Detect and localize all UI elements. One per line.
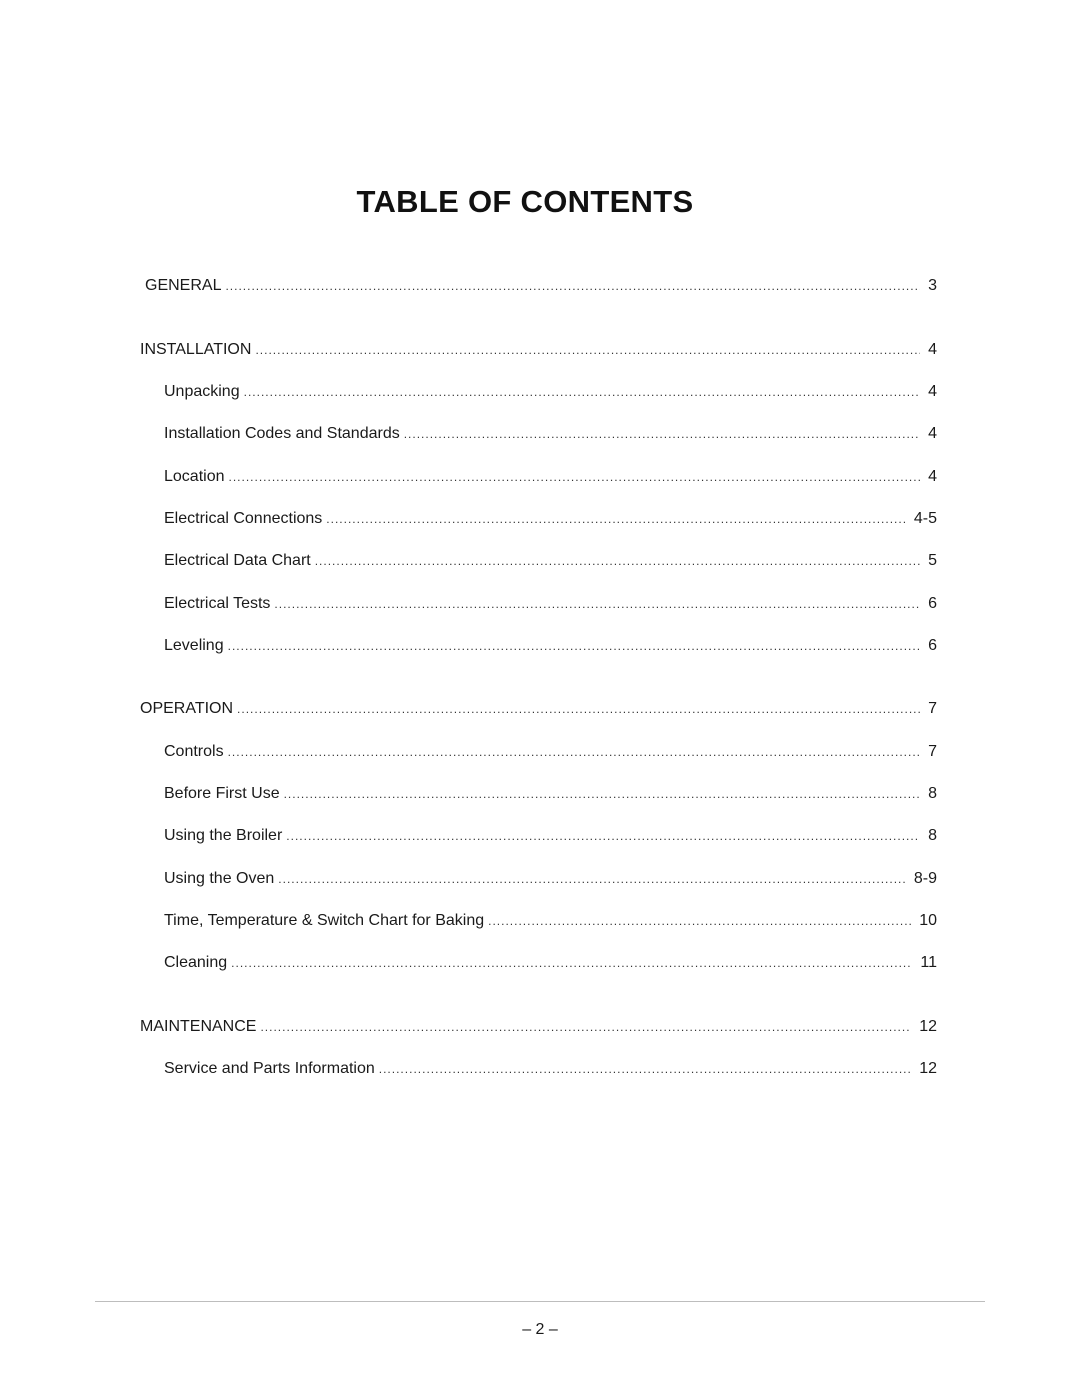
toc-entry-label: GENERAL: [145, 277, 222, 294]
toc-entry-page: 10: [919, 912, 937, 929]
toc-entry[interactable]: [164, 424, 937, 444]
toc-entry[interactable]: [164, 467, 937, 487]
toc-entry-page: 7: [928, 743, 937, 760]
dot-leader: [228, 636, 920, 656]
dot-leader: [274, 594, 920, 614]
dot-leader: [379, 1059, 911, 1079]
toc-entry-label: Using the Oven: [164, 870, 275, 887]
toc-entry-label: Controls: [164, 743, 224, 760]
dot-leader: [225, 276, 920, 296]
toc-entry-page: 4: [928, 425, 937, 442]
toc-entry-label: Before First Use: [164, 785, 280, 802]
toc-entry-label: Location: [164, 468, 225, 485]
toc-entry-label: Time, Temperature & Switch Chart for Baking: [164, 912, 485, 929]
toc-entry[interactable]: [164, 826, 937, 846]
toc-entry-label: Leveling: [164, 637, 224, 654]
dot-leader: [229, 467, 921, 487]
toc-entry-page: 4-5: [913, 510, 937, 527]
toc-entry-page: 8: [928, 827, 937, 844]
toc-entry-label: INSTALLATION: [140, 341, 252, 358]
toc-entry[interactable]: [140, 340, 937, 360]
toc-entry-page: 4: [928, 341, 937, 358]
dot-leader: [488, 911, 911, 931]
toc-entry-page: 3: [928, 277, 937, 294]
toc-entry-page: 11: [920, 954, 937, 971]
dot-leader: [228, 742, 921, 762]
toc-entry-label: Cleaning: [164, 954, 228, 971]
dot-leader: [260, 1017, 911, 1037]
toc-entry-page: 7: [928, 700, 937, 717]
toc-entry[interactable]: [164, 636, 937, 656]
dot-leader: [315, 551, 920, 571]
toc-entry[interactable]: [164, 1059, 937, 1079]
toc-entry-page: 12: [919, 1060, 937, 1077]
toc-entry-page: 8-9: [913, 870, 937, 887]
page-title: TABLE OF CONTENTS: [356, 184, 694, 219]
toc-entry[interactable]: [164, 509, 937, 529]
page-number: – 2 –: [522, 1321, 558, 1338]
toc-entry-page: 4: [928, 383, 937, 400]
dot-leader: [326, 509, 906, 529]
toc-entry[interactable]: [164, 911, 937, 931]
dot-leader: [231, 953, 912, 973]
toc-entry[interactable]: [164, 784, 937, 804]
toc-entry-page: 8: [928, 785, 937, 802]
toc-entry-label: Service and Parts Information: [164, 1060, 375, 1077]
toc-entry-label: OPERATION: [140, 700, 234, 717]
toc-entry-page: 4: [928, 468, 937, 485]
dot-leader: [404, 424, 920, 444]
toc-entry-page: 12: [919, 1018, 937, 1035]
toc-entry-label: Unpacking: [164, 383, 240, 400]
dot-leader: [244, 382, 920, 402]
toc-entry-label: Electrical Tests: [164, 595, 271, 612]
toc-entry[interactable]: [140, 699, 937, 719]
toc-entry-page: 5: [928, 552, 937, 569]
toc-entry-label: Using the Broiler: [164, 827, 283, 844]
toc-entry-label: MAINTENANCE: [140, 1018, 257, 1035]
footer-divider: [95, 1301, 985, 1302]
dot-leader: [255, 340, 920, 360]
toc-entry[interactable]: [164, 551, 937, 571]
toc-entry-label: Electrical Connections: [164, 510, 323, 527]
toc-entry-page: 6: [928, 595, 937, 612]
toc-entry[interactable]: [164, 594, 937, 614]
dot-leader: [278, 869, 906, 889]
toc-entry-label: Electrical Data Chart: [164, 552, 311, 569]
toc-entry[interactable]: [164, 869, 937, 889]
toc-entry[interactable]: [140, 1017, 937, 1037]
toc-entry-label: Installation Codes and Standards: [164, 425, 400, 442]
toc-entry[interactable]: [145, 276, 937, 296]
dot-leader: [286, 826, 920, 846]
toc-entry-page: 6: [928, 637, 937, 654]
toc-entry[interactable]: [164, 382, 937, 402]
dot-leader: [284, 784, 921, 804]
toc-entry[interactable]: [164, 742, 937, 762]
dot-leader: [237, 699, 920, 719]
toc-entry[interactable]: [164, 953, 937, 973]
